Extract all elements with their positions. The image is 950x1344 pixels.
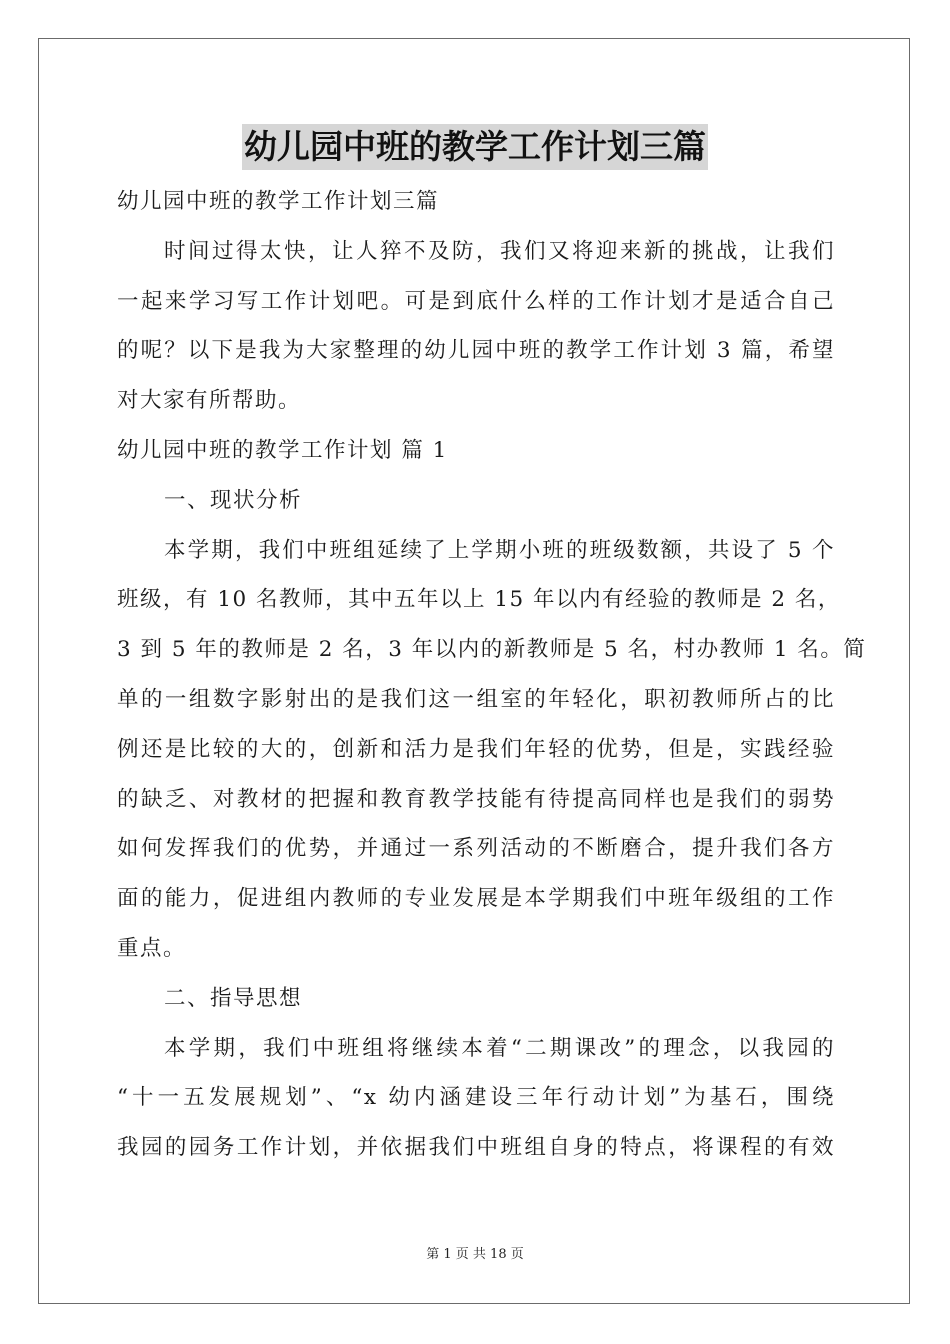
section-heading: 幼儿园中班的教学工作计划 篇 1 bbox=[117, 437, 448, 463]
body-line: 的缺乏、对教材的把握和教育教学技能有待提高同样也是我们的弱势 bbox=[117, 786, 835, 812]
body-line: 时间过得太快，让人猝不及防，我们又将迎来新的挑战，让我们 bbox=[164, 238, 835, 264]
body-line: 单的一组数字影射出的是我们这一组室的年轻化，职初教师所占的比 bbox=[117, 686, 835, 712]
body-line: 重点。 bbox=[117, 935, 187, 961]
body-line: 本学期，我们中班组将继续本着“二期课改”的理念，以我园的 bbox=[164, 1035, 835, 1061]
document-body bbox=[117, 177, 867, 1173]
body-line: 班级，有 10 名教师，其中五年以上 15 年以内有经验的教师是 2 名， bbox=[117, 587, 841, 613]
subheading: 二、指导思想 bbox=[164, 985, 303, 1011]
body-line: 一起来学习写工作计划吧。可是到底什么样的工作计划才是适合自己 bbox=[117, 288, 835, 314]
subheading: 一、现状分析 bbox=[164, 487, 303, 513]
body-line: 的呢？以下是我为大家整理的幼儿园中班的教学工作计划 3 篇，希望 bbox=[117, 338, 835, 364]
body-line: “十一五发展规划”、“x 幼内涵建设三年行动计划”为基石，围绕 bbox=[117, 1085, 835, 1111]
body-line: 对大家有所帮助。 bbox=[117, 388, 302, 414]
body-line: 幼儿园中班的教学工作计划三篇 bbox=[117, 189, 440, 214]
body-line: 我园的园务工作计划，并依据我们中班组自身的特点，将课程的有效 bbox=[117, 1135, 835, 1161]
body-line: 如何发挥我们的优势，并通过一系列活动的不断磨合，提升我们各方 bbox=[117, 836, 835, 862]
body-line: 3 到 5 年的教师是 2 名，3 年以内的新教师是 5 名，村办教师 1 名。简 bbox=[117, 637, 867, 663]
title-container bbox=[0, 124, 950, 170]
body-line: 面的能力，促进组内教师的专业发展是本学期我们中班年级组的工作 bbox=[117, 886, 835, 912]
document-title: 幼儿园中班的教学工作计划三篇 bbox=[242, 124, 708, 170]
body-line: 例还是比较的大的，创新和活力是我们年轻的优势，但是，实践经验 bbox=[117, 736, 835, 762]
body-line: 本学期，我们中班组延续了上学期小班的班级数额，共设了 5 个 bbox=[164, 537, 835, 563]
page-footer: 第 1 页 共 18 页 bbox=[426, 1247, 524, 1262]
